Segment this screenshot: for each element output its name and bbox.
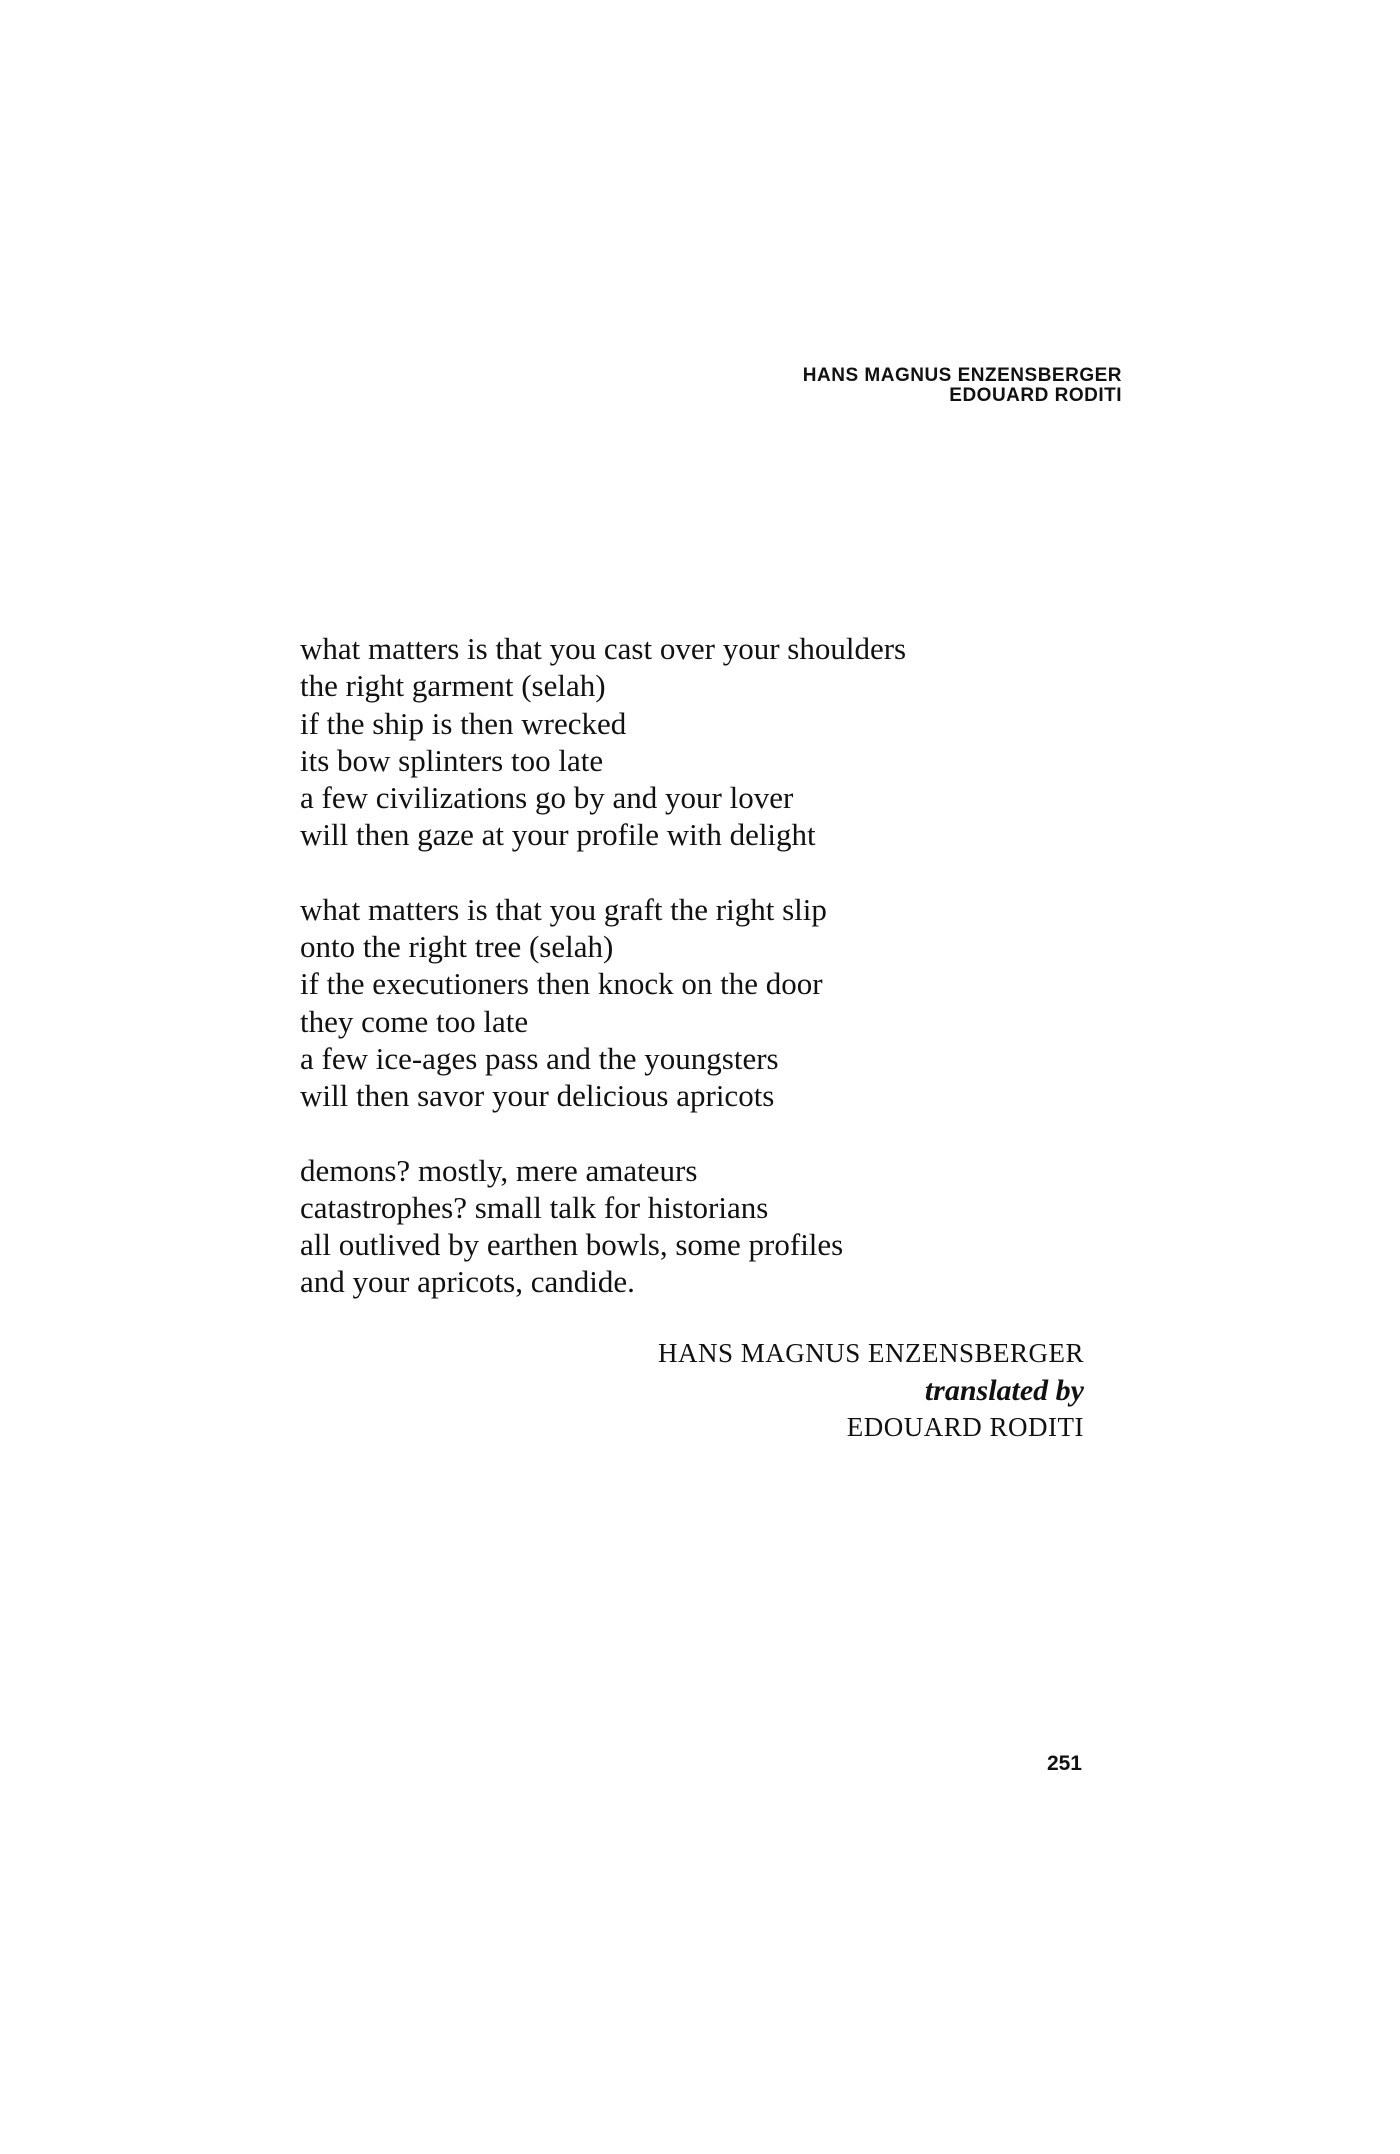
stanza-3	[300, 1152, 906, 1301]
poem-line: its bow splinters too late	[300, 742, 604, 778]
running-header-author: HANS MAGNUS ENZENSBERGER	[802, 365, 1122, 386]
poem-line: what matters is that you cast over your shoulders	[300, 631, 907, 666]
signature-author: HANS MAGNUS ENZENSBERGER	[657, 1338, 1084, 1368]
running-header	[803, 366, 1122, 406]
poem-line: what matters is that you graft the right slip	[300, 891, 827, 927]
signature	[658, 1335, 1084, 1446]
poem-line: onto the right tree (selah)	[300, 929, 614, 965]
signature-translated-by: translated by	[924, 1374, 1084, 1407]
poem-line: if the ship is then wrecked	[300, 705, 627, 741]
poem-line: all outlived by earthen bowls, some profiles	[300, 1227, 844, 1263]
poem-line: catastrophes? small talk for historians	[300, 1189, 769, 1225]
stanza-2	[300, 891, 906, 1115]
poem-line: a few ice-ages pass and the youngsters	[300, 1040, 779, 1076]
poem-line: and your apricots, candide.	[300, 1264, 635, 1300]
poem-line: if the executioners then knock on the door	[300, 966, 823, 1002]
poem-line: will then savor your delicious apricots	[300, 1078, 775, 1114]
running-header-translator: EDOUARD RODITI	[949, 385, 1122, 406]
page-number: 251	[1046, 1752, 1082, 1775]
poem-line: the right garment (selah)	[300, 668, 606, 704]
poem-line: will then gaze at your profile with delight	[300, 817, 816, 853]
poem-line: demons? mostly, mere amateurs	[300, 1152, 698, 1188]
poem-line: a few civilizations go by and your lover	[300, 780, 794, 816]
poem	[300, 630, 906, 1338]
stanza-1	[300, 630, 906, 854]
signature-translator: EDOUARD RODITI	[846, 1412, 1084, 1442]
poem-line: they come too late	[300, 1003, 529, 1039]
